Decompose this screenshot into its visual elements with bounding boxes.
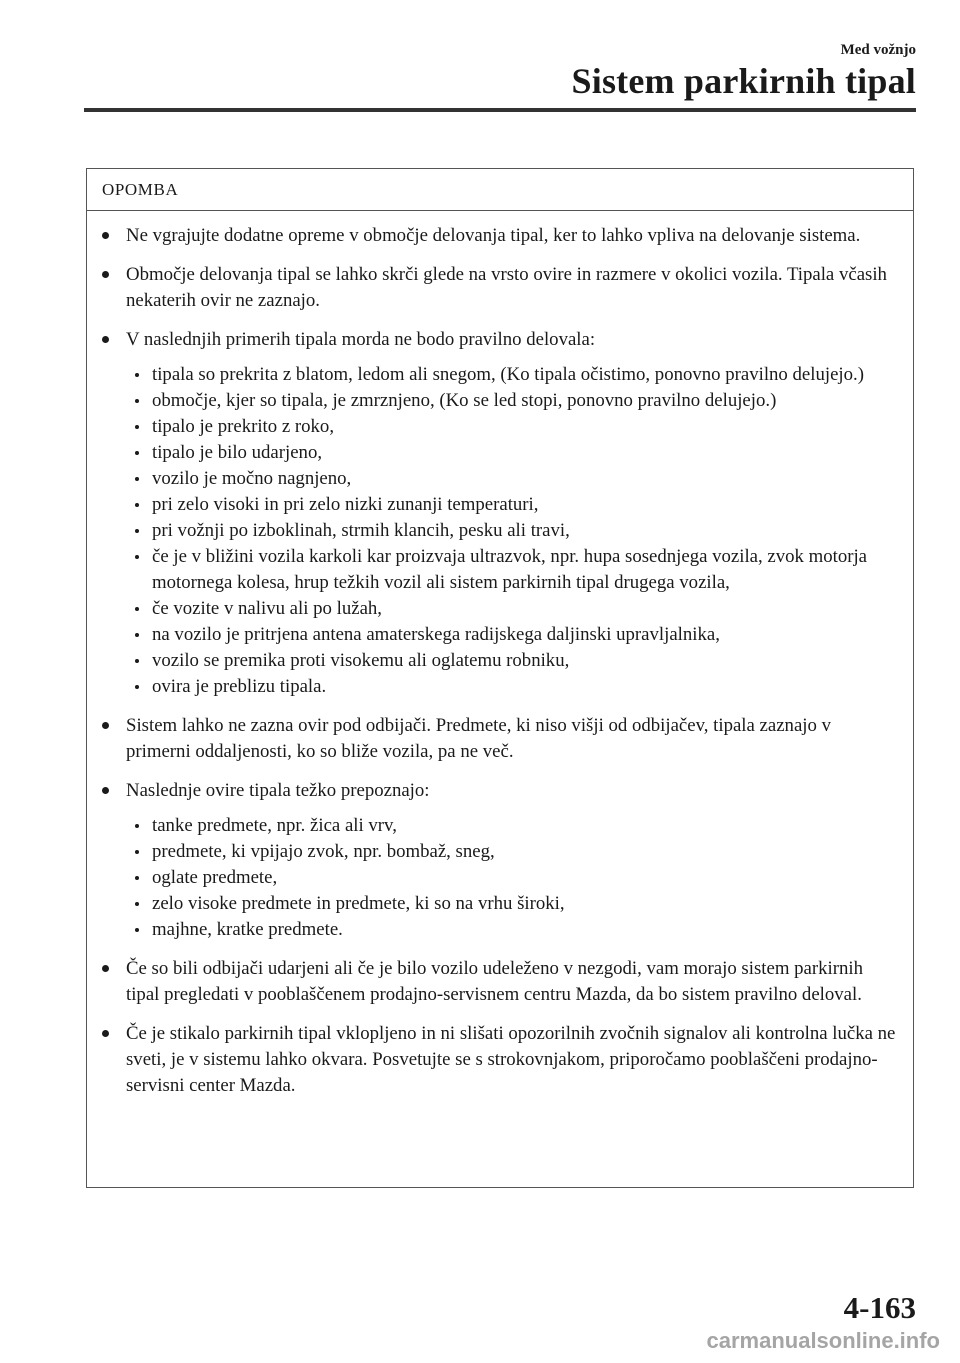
note-box bbox=[86, 168, 914, 1188]
page-number: 4-163 bbox=[843, 1290, 916, 1325]
bullet-text: Ne vgrajujte dodatne opreme v območje delovanja tipal, ker to lahko vpliva na delovanje sistema. bbox=[126, 225, 861, 246]
sub-list-item: če je v bližini vozila karkoli kar proizvaja ultrazvok, npr. hupa sosednjega vozila, zvok motorja motornega kolesa, hrup težkih vozil ali sistem parkirnih tipal drugega vozila, bbox=[126, 544, 899, 596]
bullet-text: V naslednjih primerih tipala morda ne bodo pravilno delovala: bbox=[126, 329, 596, 350]
bullet-text: Sistem lahko ne zazna ovir pod odbijači. Predmete, ki niso višji od odbijačev, tipala zaznajo v primerni oddaljenosti, ko so bliže vozila, pa ne več. bbox=[126, 715, 831, 762]
sub-list-item: vozilo je močno nagnjeno, bbox=[126, 466, 899, 492]
watermark: carmanualsonline.info bbox=[706, 1328, 940, 1353]
sub-list-item: vozilo se premika proti visokemu ali oglatemu robniku, bbox=[126, 648, 899, 674]
section-label: Med vožnjo bbox=[840, 42, 916, 58]
sub-list-item: tipala so prekrita z blatom, ledom ali snegom, (Ko tipala očistimo, ponovno pravilno delujejo.) bbox=[126, 362, 899, 388]
sub-list-item: ovira je preblizu tipala. bbox=[126, 674, 899, 700]
sub-list-item: območje, kjer so tipala, je zmrznjeno, (Ko se led stopi, ponovno pravilno delujejo.) bbox=[126, 388, 899, 414]
sub-list-item: majhne, kratke predmete. bbox=[126, 917, 899, 943]
sub-list-item: oglate predmete, bbox=[126, 865, 899, 891]
list-item bbox=[101, 262, 899, 314]
bullet-text: Naslednje ovire tipala težko prepoznajo: bbox=[126, 780, 430, 801]
list-item bbox=[101, 956, 899, 1008]
note-body bbox=[87, 211, 913, 1099]
sub-list-item: tipalo je prekrito z roko, bbox=[126, 414, 899, 440]
sub-list-item: predmete, ki vpijajo zvok, npr. bombaž, sneg, bbox=[126, 839, 899, 865]
bullet-text: Območje delovanja tipal se lahko skrči glede na vrsto ovire in razmere v okolici vozila. Tipala včasih nekaterih ovir ne zaznajo. bbox=[126, 264, 887, 311]
sub-list-item: pri vožnji po izboklinah, strmih klancih, pesku ali travi, bbox=[126, 518, 899, 544]
sub-list bbox=[126, 813, 899, 943]
sub-list-item: pri zelo visoki in pri zelo nizki zunanji temperaturi, bbox=[126, 492, 899, 518]
note-title: OPOMBA bbox=[87, 169, 913, 211]
list-item bbox=[101, 713, 899, 765]
page-title: Sistem parkirnih tipal bbox=[571, 61, 916, 101]
bullet-text: Če so bili odbijači udarjeni ali če je bilo vozilo udeleženo v nezgodi, vam morajo sistem parkirnih tipal pregledati v pooblaščenem prodajno-servisnem centru Mazda, da bo sistem pravilno deloval. bbox=[126, 958, 863, 1005]
list-item bbox=[101, 778, 899, 943]
sub-list-item: zelo visoke predmete in predmete, ki so na vrhu široki, bbox=[126, 891, 899, 917]
sub-list-item: tipalo je bilo udarjeno, bbox=[126, 440, 899, 466]
list-item bbox=[101, 327, 899, 700]
sub-list-item: na vozilo je pritrjena antena amaterskega radijskega daljinski upravljalnika, bbox=[126, 622, 899, 648]
sub-list-item: če vozite v nalivu ali po lužah, bbox=[126, 596, 899, 622]
header-divider bbox=[84, 108, 916, 112]
sub-list-item: tanke predmete, npr. žica ali vrv, bbox=[126, 813, 899, 839]
bullet-text: Če je stikalo parkirnih tipal vklopljeno in ni slišati opozorilnih zvočnih signalov ali kontrolna lučka ne sveti, je v sistemu lahko okvara. Posvetujte se s strokovnjakom, priporočamo pooblaščeni prodajno-servisni center Mazda. bbox=[126, 1023, 896, 1096]
list-item bbox=[101, 1021, 899, 1099]
sub-list bbox=[126, 362, 899, 700]
list-item bbox=[101, 223, 899, 249]
